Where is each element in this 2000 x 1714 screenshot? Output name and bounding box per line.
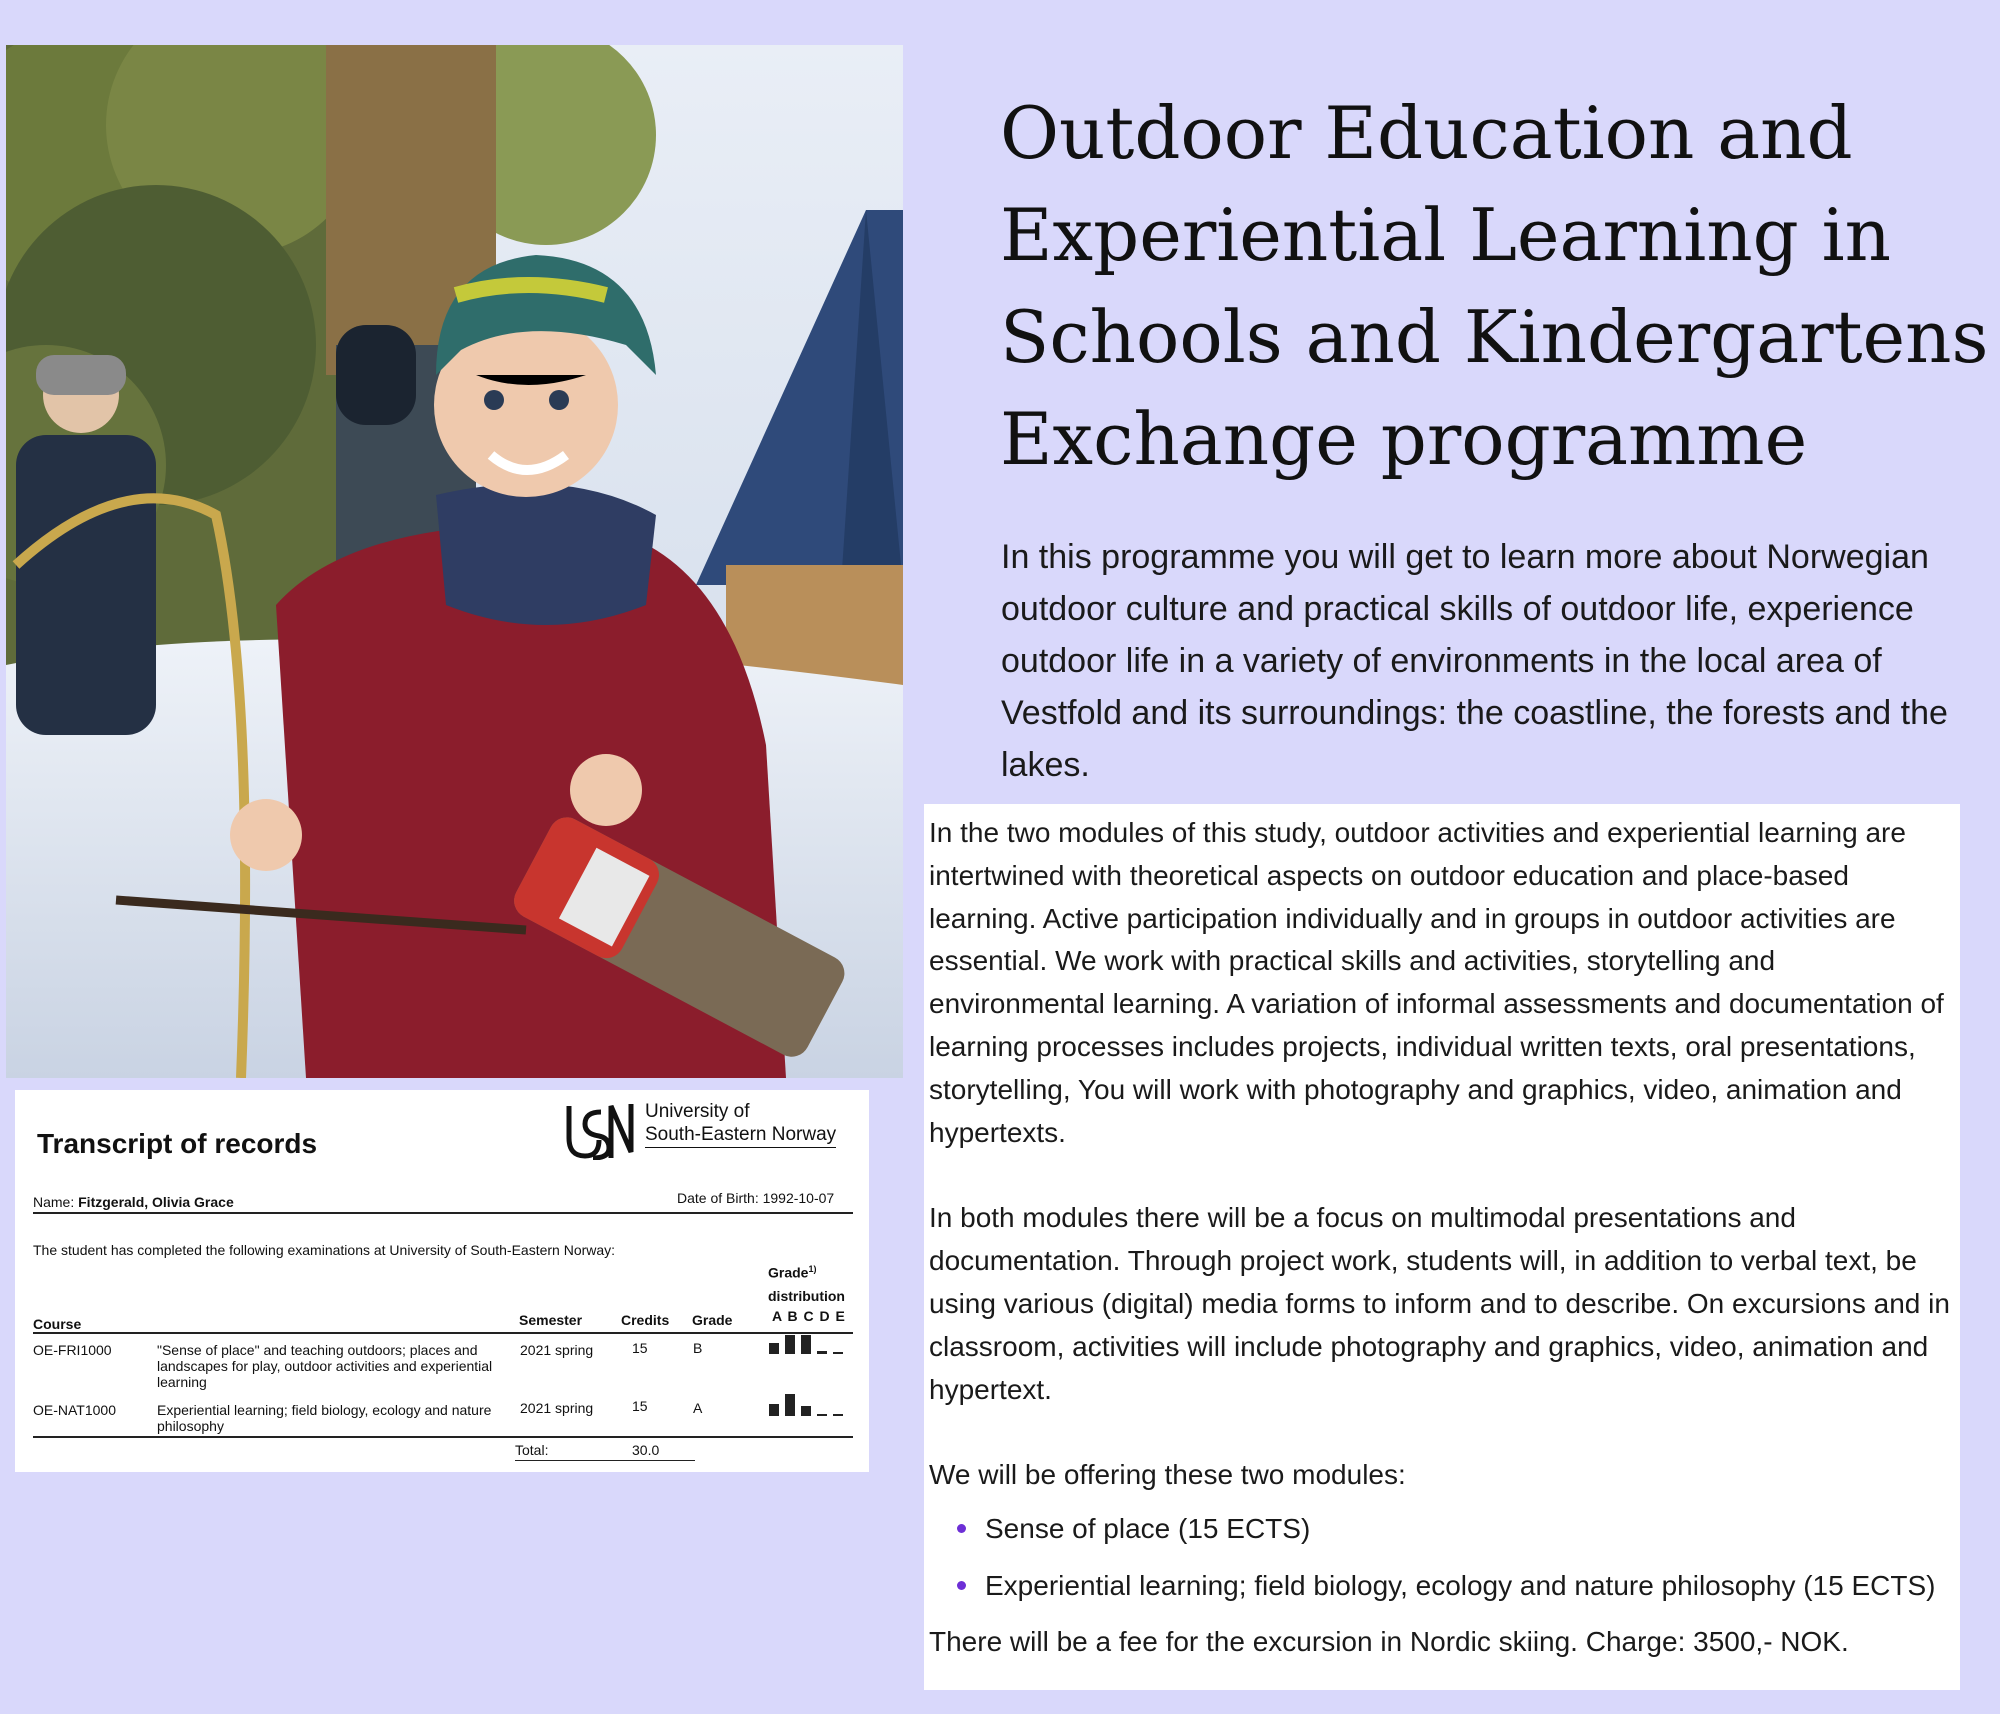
name-label: Name: (33, 1194, 75, 1210)
dob-row (677, 1190, 834, 1206)
name-row (33, 1194, 234, 1210)
grade-bar-e (833, 1352, 843, 1354)
col-semester: Semester (519, 1312, 583, 1328)
page-title (1000, 82, 1989, 490)
grade-distribution-chart (769, 1392, 849, 1418)
modules-list (929, 1508, 1952, 1608)
course-name: Experiential learning; field biology, ecology and nature philosophy (157, 1402, 492, 1434)
student-name: Fitzgerald, Olivia Grace (78, 1194, 234, 1210)
grade-dist-line-1: Grade (768, 1264, 809, 1281)
course-semester: 2021 spring (520, 1342, 594, 1358)
grade-bar-e (833, 1414, 843, 1416)
col-course: Course (33, 1316, 82, 1332)
grade-bar-d (817, 1351, 827, 1354)
course-code: OE-NAT1000 (33, 1402, 116, 1418)
university-name (645, 1100, 836, 1148)
transcript-title: Transcript of records (37, 1128, 318, 1159)
grade-bar-c (801, 1335, 811, 1354)
module-label: Experiential learning; field biology, ecology and nature philosophy (15 ECTS) (985, 1569, 1936, 1601)
grade-bar-a (769, 1343, 779, 1354)
grade-dist-label (768, 1264, 816, 1281)
course-semester: 2021 spring (520, 1400, 594, 1416)
grade-bar-a (769, 1404, 779, 1416)
course-credits: 15 (632, 1340, 648, 1356)
title-line-3: Schools and Kindergartens (1000, 295, 1989, 379)
list-item (955, 1565, 1952, 1608)
course-grade: B (693, 1340, 703, 1356)
course-credits: 15 (632, 1398, 648, 1414)
grade-bar-b (785, 1394, 795, 1416)
grade-dist-sup: 1) (808, 1264, 817, 1274)
university-line-1: University of (645, 1101, 750, 1122)
dob-label: Date of Birth: (677, 1190, 759, 1206)
hero-photo (6, 45, 903, 1078)
divider (33, 1436, 853, 1438)
title-line-4: Exchange programme (1000, 397, 1808, 481)
grade-distribution-chart (769, 1330, 849, 1356)
total-underline (515, 1460, 695, 1461)
list-item (955, 1508, 1952, 1551)
title-line-1: Outdoor Education and (1000, 91, 1853, 175)
details-paragraph-2: In both modules there will be a focus on multimodal presentations and documentation. Through project work, students will, in addition to verbal text, be using various (digital) media forms to inform and to describe. On excursions and in classroom, activities will include photography and graphics, video, animation and hypertext. (929, 1202, 1950, 1405)
total-value: 30.0 (632, 1442, 660, 1458)
usn-logo-icon (563, 1102, 638, 1160)
bullet-icon (957, 1524, 966, 1533)
child-in-snow-illustration (6, 45, 903, 1078)
divider (33, 1212, 853, 1214)
course-code: OE-FRI1000 (33, 1342, 112, 1358)
col-grade: Grade (692, 1312, 733, 1328)
module-label: Sense of place (15 ECTS) (985, 1513, 1311, 1545)
title-line-2: Experiential Learning in (1000, 193, 1891, 277)
fee-note: There will be a fee for the excursion in Nordic skiing. Charge: 3500,- NOK. (929, 1625, 1849, 1657)
details-paragraph-1: In the two modules of this study, outdoor activities and experiential learning are intertwined with theoretical aspects on outdoor education and place-based learning. Active participation individually and in groups in outdoor activities are essential. We work with practical skills and activities, storytelling and environmental learning. A variation of informal assessments and documentation of learning processes includes projects, individual written texts, oral presentations, storytelling, You will work with photography and graphics, video, animation and hypertexts. (929, 817, 1944, 1148)
total-label: Total: (515, 1442, 549, 1458)
grade-letters: A B C D E (772, 1308, 846, 1324)
course-name: "Sense of place" and teaching outdoors; places and landscapes for play, outdoor activities and experiential learning (157, 1342, 493, 1390)
grade-bar-b (785, 1335, 795, 1354)
intro-paragraph: In this programme you will get to learn more about Norwegian outdoor culture and practical skills of outdoor life, experience outdoor life in a variety of environments in the local area of Vestfold and its surroundings: the coastline, the forests and the lakes. (1001, 538, 1948, 784)
divider (33, 1332, 853, 1334)
col-credits: Credits (621, 1312, 670, 1328)
completion-statement: The student has completed the following examinations at University of South-Eastern Norway: (33, 1242, 616, 1258)
transcript-of-records (15, 1090, 869, 1472)
modules-intro: We will be offering these two modules: (929, 1459, 1406, 1491)
programme-details-panel (924, 804, 1960, 1690)
bullet-icon (957, 1581, 966, 1590)
course-grade: A (693, 1400, 703, 1416)
university-line-2: South-Eastern Norway (645, 1123, 836, 1148)
grade-bar-d (817, 1414, 827, 1416)
grade-bar-c (801, 1406, 811, 1416)
dob-value: 1992-10-07 (762, 1190, 835, 1206)
grade-dist-line-2: distribution (768, 1288, 845, 1304)
